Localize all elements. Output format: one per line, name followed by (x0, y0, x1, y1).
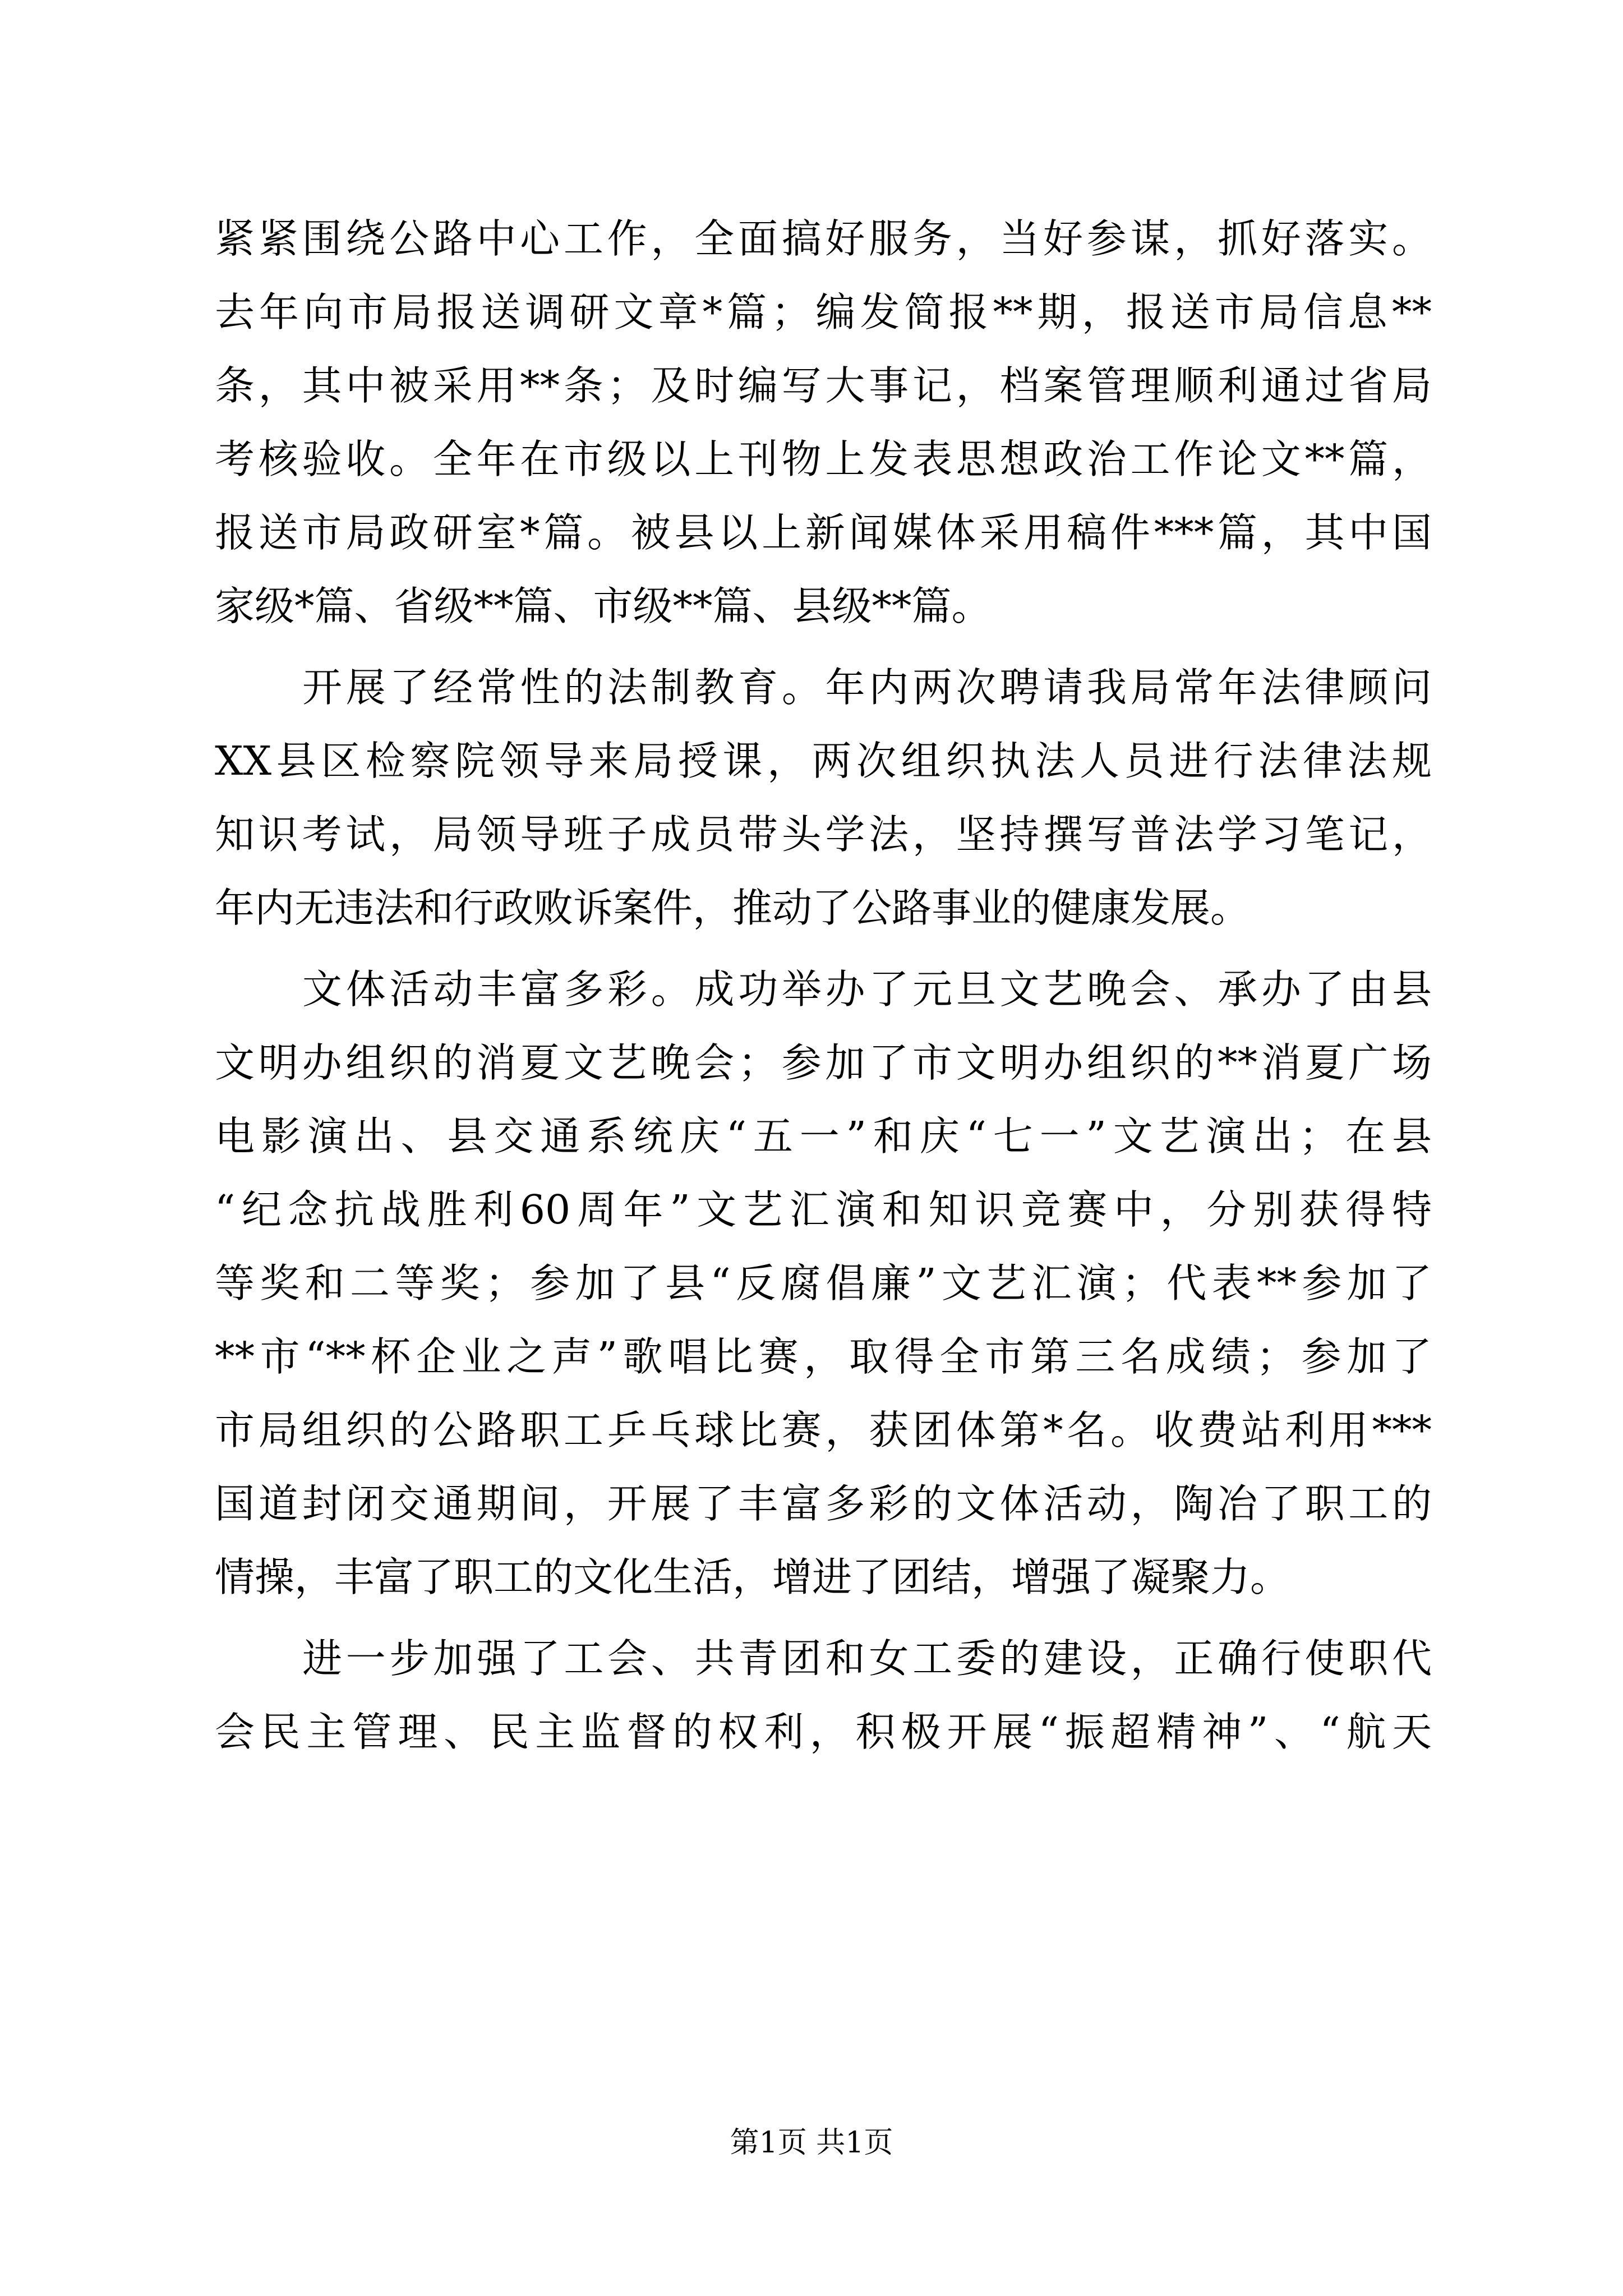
text-line: 去年向市局报送调研文章*篇；编发简报**期，报送市局信息** (215, 289, 1432, 335)
text-line: XX县区检察院领导来局授课，两次组织执法人员进行法律法规 (215, 738, 1432, 784)
text-line: 考核验收。全年在市级以上刊物上发表思想政治工作论文**篇， (215, 436, 1432, 482)
text-line: 会民主管理、民主监督的权利，积极开展“振超精神”、“航天 (215, 1709, 1432, 1755)
text-line: 条，其中被采用**条；及时编写大事记，档案管理顺利通过省局 (215, 362, 1432, 409)
text-line: 国道封闭交通期间，开展了丰富多彩的文体活动，陶冶了职工的 (215, 1480, 1432, 1527)
text-line: 报送市局政研室*篇。被县以上新闻媒体采用稿件***篇，其中国 (215, 509, 1432, 556)
paragraph-4 (215, 1622, 1432, 1769)
text-line: 开展了经常性的法制教育。年内两次聘请我局常年法律顾问 (302, 664, 1432, 711)
text-line: 紧紧围绕公路中心工作，全面搞好服务，当好参谋，抓好落实。 (215, 215, 1432, 262)
paragraph-1 (215, 202, 1432, 643)
text-line: **市“**杯企业之声”歌唱比赛，取得全市第三名成绩；参加了 (215, 1333, 1432, 1380)
text-line: “纪念抗战胜利60周年”文艺汇演和知识竞赛中，分别获得特 (215, 1186, 1432, 1233)
paragraph-3 (215, 953, 1432, 1614)
text-line: 年内无违法和行政败诉案件，推动了公路事业的健康发展。 (215, 885, 1251, 931)
text-line: 等奖和二等奖；参加了县“反腐倡廉”文艺汇演；代表**参加了 (215, 1260, 1432, 1306)
text-line: 进一步加强了工会、共青团和女工委的建设，正确行使职代 (302, 1635, 1432, 1682)
text-line: 文体活动丰富多彩。成功举办了元旦文艺晚会、承办了由县 (302, 966, 1432, 1013)
text-line: 电影演出、县交通系统庆“五一”和庆“七一”文艺演出；在县 (215, 1113, 1432, 1159)
text-line: 知识考试，局领导班子成员带头学法，坚持撰写普法学习笔记， (215, 811, 1432, 858)
text-line: 家级*篇、省级**篇、市级**篇、县级**篇。 (215, 583, 992, 629)
text-line: 文明办组织的消夏文艺晚会；参加了市文明办组织的**消夏广场 (215, 1039, 1432, 1086)
text-line: 情操，丰富了职工的文化生活，增进了团结，增强了凝聚力。 (215, 1554, 1290, 1600)
page-footer (0, 2126, 1623, 2160)
paragraph-2 (215, 651, 1432, 945)
page-number: 第1页 共1页 (730, 2126, 893, 2160)
text-line: 市局组织的公路职工乒乓球比赛，获团体第*名。收费站利用*** (215, 1407, 1432, 1453)
document-body (215, 202, 1432, 1769)
